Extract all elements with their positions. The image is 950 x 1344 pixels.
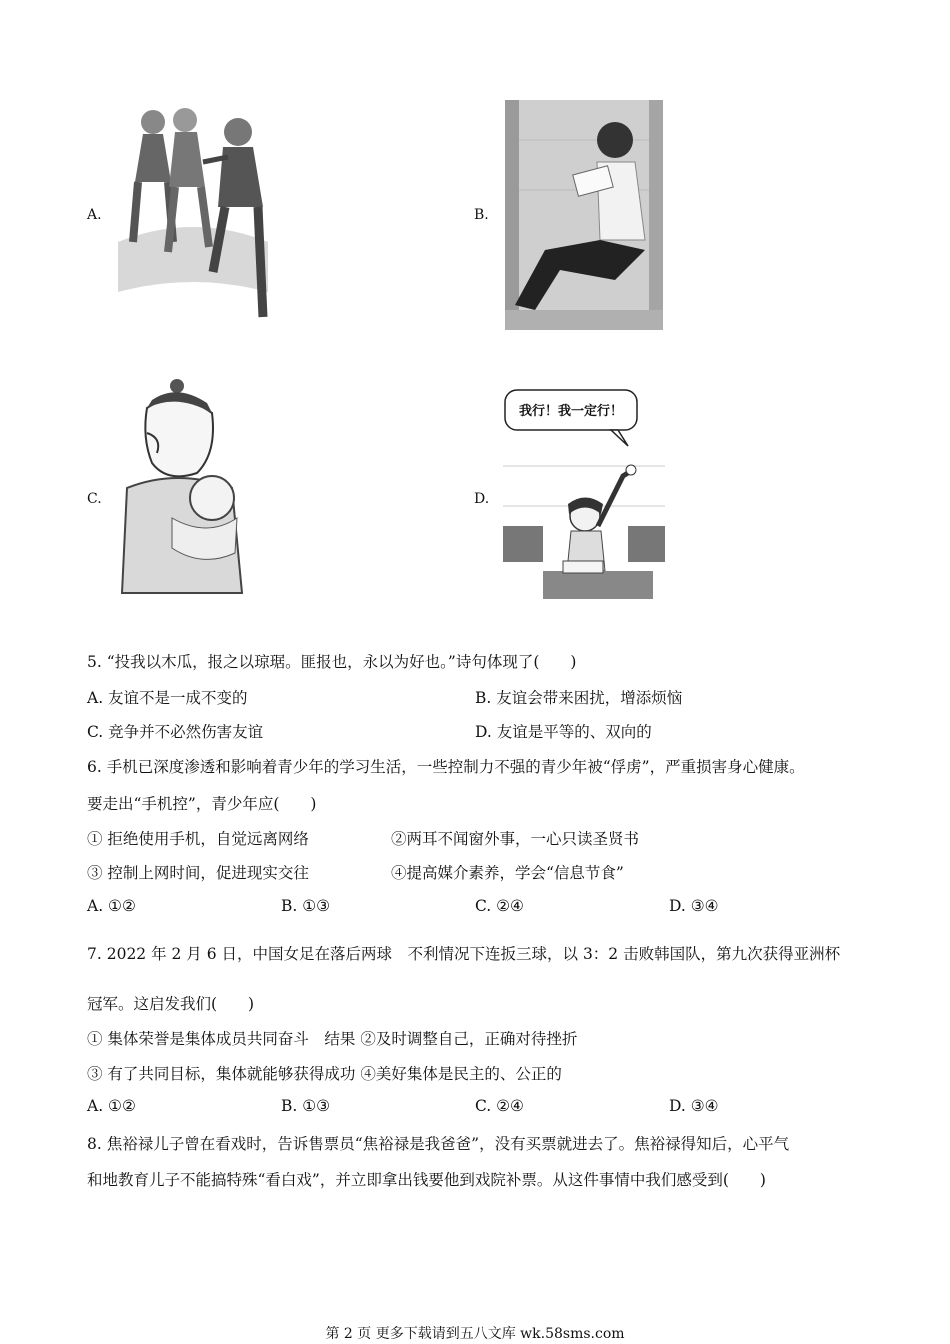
q7-option-d: D. ③④ [669, 1097, 719, 1115]
question-6-stem-line2: 要走出“手机控”，青少年应( ) [87, 795, 317, 813]
question-5-stem: 5. “投我以木瓜，报之以琼琚。匪报也，永以为好也。”诗句体现了( ) [87, 653, 577, 671]
option-d-label: D. [474, 491, 490, 507]
q5-option-c: C. 竞争并不必然伤害友谊 [87, 723, 264, 741]
question-8-stem-line2: 和地教育儿子不能搞特殊“看白戏”，并立即拿出钱要他到戏院补票。从这件事情中我们感受到( ) [87, 1171, 766, 1189]
question-8-stem-line1: 8. 焦裕禄儿子曾在看戏时，告诉售票员“焦裕禄是我爸爸”，没有买票就进去了。焦裕禄得知后，心平气 [87, 1135, 790, 1153]
q5-option-b: B. 友谊会带来困扰，增添烦恼 [475, 689, 683, 707]
speech-bubble-text: 我行！我一定行！ [518, 404, 624, 419]
q7-option-c: C. ②④ [475, 1097, 524, 1115]
girl-cheering-cartoon-icon [503, 386, 665, 604]
q7-items-line2: ③ 有了共同目标，集体就能够获得成功 ④美好集体是民主的、公正的 [87, 1065, 562, 1083]
q6-item-4: ④提高媒介素养，学会“信息节食” [391, 864, 624, 882]
q6-option-a: A. ①② [87, 897, 136, 915]
q6-option-b: B. ①③ [281, 897, 331, 915]
q7-option-a: A. ①② [87, 1097, 136, 1115]
option-b-label: B. [474, 207, 489, 223]
q6-item-2: ②两耳不闻窗外事，一心只读圣贤书 [391, 830, 640, 848]
question-6-stem-line1: 6. 手机已深度渗透和影响着青少年的学习生活，一些控制力不强的青少年被“俘虏”，严重损害身心健康。 [87, 758, 805, 776]
q5-option-a: A. 友谊不是一成不变的 [87, 689, 248, 707]
girl-reading-photo-icon [505, 100, 663, 330]
woman-crying-with-baby-icon [117, 378, 247, 600]
q6-option-d: D. ③④ [669, 897, 719, 915]
question-7-stem-line2: 冠军。这启发我们( ) [87, 995, 255, 1013]
dancers-illustration-icon [113, 92, 273, 328]
q7-items-line1: ① 集体荣誉是集体成员共同奋斗 结果 ②及时调整自己，正确对待挫折 [87, 1030, 578, 1048]
q6-item-3: ③ 控制上网时间，促进现实交往 [87, 864, 309, 882]
q6-option-c: C. ②④ [475, 897, 524, 915]
option-a-label: A. [87, 207, 102, 223]
page-footer: 第 2 页 更多下载请到五八文库 wk.58sms.com [325, 1326, 625, 1342]
q7-option-b: B. ①③ [281, 1097, 331, 1115]
question-7-stem-line1: 7. 2022 年 2 月 6 日，中国女足在落后两球 不利情况下连扳三球，以 3：2 击败韩国队，第九次获得亚洲杯 [87, 945, 841, 963]
q5-option-d: D. 友谊是平等的、双向的 [475, 723, 652, 741]
option-c-label: C. [87, 491, 102, 507]
q6-item-1: ① 拒绝使用手机，自觉远离网络 [87, 830, 309, 848]
